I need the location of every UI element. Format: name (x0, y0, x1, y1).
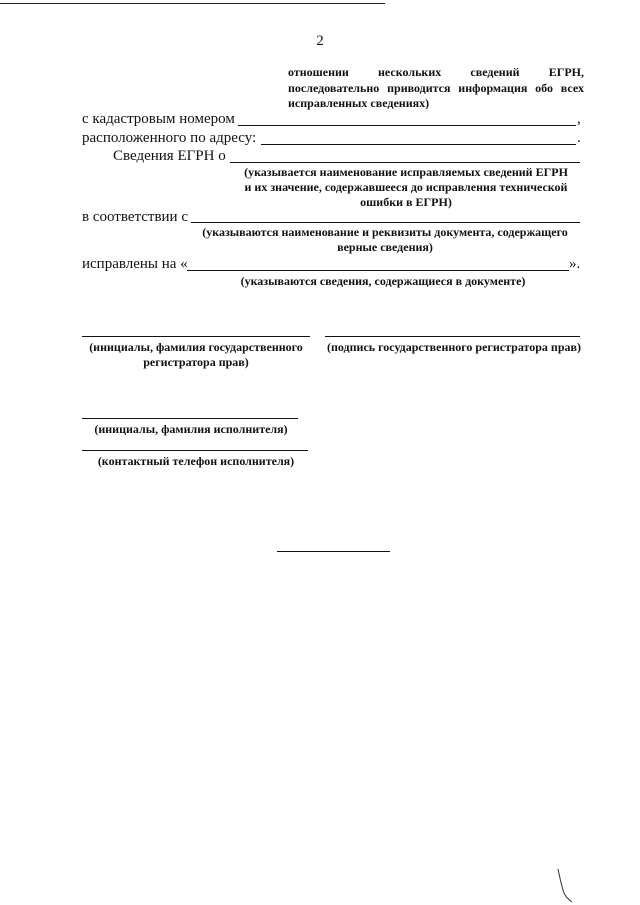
handwritten-mark (550, 855, 590, 905)
top-edge-line (0, 3, 385, 4)
accordance-label: в соответствии с (82, 209, 188, 225)
registrar-signature-caption: (подпись государственного регистратора прав) (326, 340, 581, 354)
address-input-line[interactable] (261, 144, 576, 145)
registrar-name-caption (78, 340, 314, 370)
corrected-input-line[interactable] (187, 270, 569, 271)
registrar-signature-line[interactable] (325, 336, 580, 337)
accordance-hint-2: верные сведения) (337, 240, 433, 254)
registrar-name-caption-1: (инициалы, фамилия государственного (89, 340, 303, 354)
executor-phone-line[interactable] (82, 450, 308, 451)
cadastral-input-line[interactable] (238, 125, 576, 126)
egrn-hint-1: (указывается наименование исправляемых сведений ЕГРН (244, 165, 568, 179)
address-end: . (577, 130, 581, 146)
corrected-hint: (указываются сведения, содержащиеся в документе) (240, 274, 526, 288)
page-number: 2 (316, 33, 324, 49)
address-label: расположенного по адресу: (82, 130, 257, 146)
corrected-label: исправлены на « (82, 256, 188, 272)
executor-phone-caption: (контактный телефон исполнителя) (97, 454, 295, 468)
end-separator-line (277, 551, 390, 552)
egrn-input-line[interactable] (230, 162, 580, 163)
intro-note (288, 65, 584, 112)
intro-line-3: исправленных сведениях) (288, 96, 430, 110)
executor-name-caption: (инициалы, фамилия исполнителя) (94, 422, 288, 436)
corrected-end: ». (569, 256, 581, 272)
accordance-hint-1: (указываются наименование и реквизиты документа, содержащего (202, 225, 568, 239)
accordance-hint (190, 225, 580, 255)
accordance-input-line[interactable] (191, 222, 580, 223)
executor-name-line[interactable] (82, 418, 298, 419)
registrar-name-caption-2: регистратора прав) (143, 355, 249, 369)
egrn-label: Сведения ЕГРН о (113, 148, 226, 164)
egrn-hint-3: ошибки в ЕГРН) (360, 195, 452, 209)
cadastral-label: с кадастровым номером (82, 111, 235, 127)
registrar-name-line[interactable] (82, 336, 310, 337)
intro-line-2: последовательно приводится информация обо всех (288, 80, 584, 95)
egrn-hint (222, 165, 590, 210)
cadastral-end: , (577, 111, 581, 127)
intro-line-1: отношении нескольких сведений ЕГРН, (288, 65, 584, 79)
egrn-hint-2: и их значение, содержавшееся до исправления технической (244, 180, 568, 194)
